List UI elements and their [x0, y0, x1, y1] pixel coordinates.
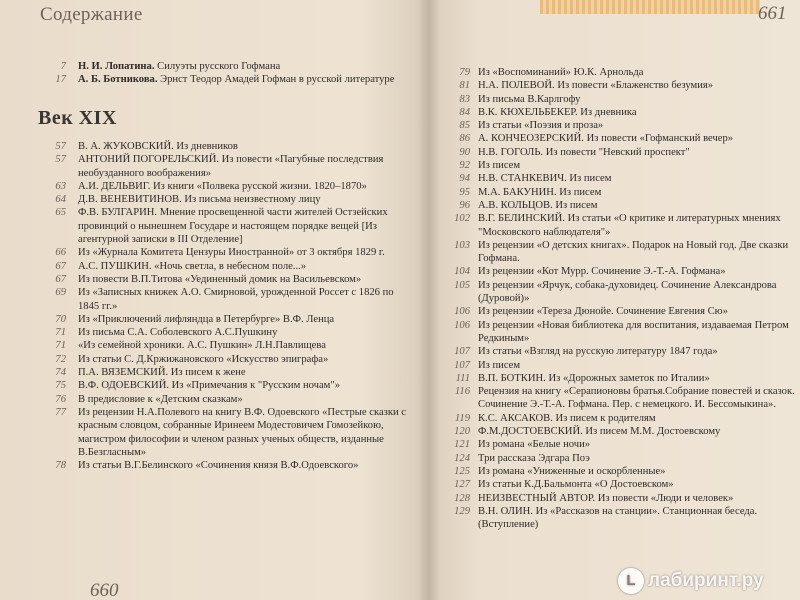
toc-page-number: 17 — [55, 74, 66, 86]
toc-entry-text: Из «Воспоминаний» Ю.К. Арнольда — [478, 67, 644, 78]
toc-page-number: 79 — [459, 67, 470, 78]
toc-page-number: 104 — [454, 266, 470, 278]
toc-entry-text: П.А. ВЯЗЕМСКИЙ. Из писем к жене — [78, 367, 246, 379]
toc-page-number: 119 — [454, 412, 470, 424]
toc-entry-text: В.К. КЮХЕЛЬБЕКЕР. Из дневника — [478, 106, 637, 118]
toc-entry-text: А.С. ПУШКИН. «Ночь светла, в небесном поле...» — [78, 260, 307, 272]
toc-page-number: 111 — [455, 372, 470, 384]
toc-entry — [440, 66, 795, 79]
labirint-logo-icon: L — [618, 568, 644, 594]
toc-entry-text: Из статьи С. Д.Кржижановского «Искусство эпиграфа» — [78, 353, 329, 365]
toc-entry — [440, 438, 795, 451]
toc-entry — [440, 465, 795, 478]
toc-page-number: 75 — [55, 380, 66, 392]
toc-page-number: 102 — [454, 213, 470, 225]
toc-entry — [440, 305, 795, 318]
toc-entry-text: В.П. БОТКИН. Из «Дорожных заметок по Италии» — [478, 372, 710, 384]
toc-entry — [30, 60, 410, 73]
toc-entry — [440, 478, 795, 491]
toc-entry — [440, 412, 795, 425]
toc-entry — [30, 326, 410, 339]
toc-entry — [30, 406, 410, 459]
running-head: Содержание — [40, 4, 143, 25]
toc-entry — [440, 79, 795, 92]
toc-entry-text: В предисловие к «Детским сказкам» — [78, 393, 243, 405]
toc-entry-text: Из статьи «Поэзия и проза» — [478, 120, 604, 132]
toc-page-number: 90 — [459, 146, 470, 158]
toc-page-number: 94 — [459, 173, 470, 185]
toc-entry-text: АНТОНИЙ ПОГОРЕЛЬСКИЙ. Из повести «Пагубные последствия необузданного воображения» — [78, 154, 384, 179]
toc-page-number: 96 — [459, 199, 470, 211]
toc-page-number: 65 — [55, 207, 66, 219]
toc-page-number: 64 — [55, 194, 66, 206]
toc-author: А. Б. Ботникова. — [78, 74, 158, 86]
toc-entry-text: А.В. КОЛЬЦОВ. Из писем — [478, 199, 598, 211]
toc-entry-text: Из писем — [478, 160, 521, 172]
toc-entry-text: Из письма С.А. Соболевского А.С.Пушкину — [78, 327, 278, 339]
toc-entry-text: Д.В. ВЕНЕВИТИНОВ. Из письма неизвестному лицу — [78, 194, 321, 206]
toc-page-number: 120 — [454, 426, 470, 438]
toc-entry-text: Из «Приключений лифляндца в Петербурге» В.Ф. Ленца — [78, 313, 335, 325]
toc-page-number: 83 — [459, 93, 470, 105]
toc-entry-text: Из рецензии Н.А.Полевого на книгу В.Ф. Одоевского «Пестрые сказки с красным словцом, собранные Иринеем Модестовичем Гомозейкою, магистром философии и членом разных ученых обществ, изданные В.Безгласным» — [78, 406, 407, 458]
toc-entry — [440, 425, 795, 438]
toc-entry — [440, 186, 795, 199]
toc-entry — [440, 385, 795, 412]
toc-entry — [440, 146, 795, 159]
toc-entry-text — [78, 60, 410, 73]
toc-entry — [440, 319, 795, 346]
toc-entry-text: Н.В. СТАНКЕВИЧ. Из писем — [478, 173, 612, 185]
toc-entry-text: «Из семейной хроники. А.С. Пушкин» Л.Н.Павлищева — [78, 340, 326, 352]
watermark — [618, 568, 764, 594]
toc-entry — [30, 339, 410, 352]
toc-page-number: 74 — [55, 367, 66, 379]
toc-entry — [30, 273, 410, 286]
toc-entry-text: Н.В. ГОГОЛЬ. Из повести "Невский проспект" — [478, 146, 690, 158]
toc-page-number: 67 — [55, 260, 66, 272]
toc-title: Эрнст Теодор Амадей Гофман в русской литературе — [160, 74, 395, 86]
toc-page-number: 95 — [459, 186, 470, 198]
toc-entry-text: Из статьи В.Г.Белинского «Сочинения князя В.Ф.Одоевского» — [78, 460, 359, 472]
toc-page-number: 129 — [454, 505, 470, 517]
toc-entry-text: Н.А. ПОЛЕВОЙ. Из повести «Блаженство безумия» — [478, 80, 714, 92]
toc-entry — [440, 159, 795, 172]
toc-entry-text: Ф.М.ДОСТОЕВСКИЙ. Из писем М.М. Достоевскому — [478, 426, 721, 438]
toc-entry — [30, 393, 410, 406]
toc-entry-text — [78, 73, 410, 86]
toc-entry-text: Из романа «Белые ночи» — [478, 439, 591, 451]
toc-page-number: 121 — [454, 439, 470, 451]
toc-page-number: 70 — [55, 313, 66, 325]
toc-entry — [440, 239, 795, 266]
toc-entry — [30, 379, 410, 392]
toc-entry — [30, 206, 410, 246]
toc-page-number: 107 — [454, 359, 470, 371]
toc-entry — [440, 119, 795, 132]
toc-entry — [440, 199, 795, 212]
toc-page-number: 72 — [55, 353, 66, 365]
toc-page-number: 78 — [55, 460, 66, 472]
toc-page-number: 69 — [55, 287, 66, 299]
toc-entry-text: НЕИЗВЕСТНЫЙ АВТОР. Из повести «Люди и человек» — [478, 492, 734, 504]
toc-entry — [30, 366, 410, 379]
toc-page-number: 76 — [55, 393, 66, 405]
toc-list-right — [440, 66, 795, 531]
toc-entry-text: А. КОНЧЕОЗЕРСКИЙ. Из повести «Гофманский вечер» — [478, 133, 734, 145]
right-page — [440, 0, 800, 600]
toc-page-number: 84 — [459, 106, 470, 118]
toc-page-number: 86 — [459, 133, 470, 145]
toc-entry — [440, 505, 795, 532]
watermark-text: лабиринт.ру — [648, 570, 764, 591]
toc-page-number: 66 — [55, 247, 66, 259]
toc-entry-text: В. А. ЖУКОВСКИЙ. Из дневников — [78, 141, 238, 152]
toc-entry — [440, 265, 795, 278]
toc-entry-text: Из статьи «Взгляд на русскую литературу 1847 года» — [478, 346, 718, 358]
toc-entry-text: Из «Записных книжек А.О. Смирновой, урожденной Россет с 1826 по 1845 гг.» — [78, 287, 394, 312]
toc-entry-text: К.С. АКСАКОВ. Из писем к родителям — [478, 412, 656, 424]
toc-author: Н. И. Лопатина. — [78, 61, 155, 72]
toc-title: Силуэты русского Гофмана — [157, 61, 281, 72]
toc-entry-text: В.Н. ОЛИН. Из «Рассказов на станции». Станционная беседа. (Вступление) — [478, 505, 758, 531]
toc-entry-text: Из писем — [478, 359, 521, 371]
toc-entry-text: Из повести В.П.Титова «Уединенный домик на Васильевском» — [78, 273, 362, 285]
toc-page-number: 116 — [454, 386, 470, 398]
toc-entry — [440, 492, 795, 505]
toc-entry — [30, 73, 410, 86]
toc-page-number: 105 — [454, 279, 470, 291]
toc-entry-text: Из рецензии «Тереза Дюнойе. Сочинение Евгения Сю» — [478, 306, 728, 318]
toc-entry — [440, 212, 795, 239]
toc-entry-text: М.А. БАКУНИН. Из писем — [478, 186, 602, 198]
toc-entry-text: В.Ф. ОДОЕВСКИЙ. Из «Примечания к "Русским ночам"» — [78, 380, 341, 392]
toc-page-number: 103 — [454, 239, 470, 251]
toc-page-number: 67 — [55, 273, 66, 285]
toc-entry — [30, 153, 410, 180]
toc-entry — [30, 246, 410, 259]
toc-entry — [440, 452, 795, 465]
toc-entry-text: В.Г. БЕЛИНСКИЙ. Из статьи «О критике и литературных мнениях "Московского наблюдателя"» — [478, 213, 781, 238]
toc-entry-text: Из письма В.Карлгофу — [478, 93, 581, 105]
page-number-left: 660 — [90, 580, 119, 600]
toc-entry — [440, 132, 795, 145]
toc-page-number: 81 — [459, 80, 470, 92]
toc-entry — [30, 180, 410, 193]
toc-page-number: 106 — [454, 306, 470, 318]
toc-entry — [30, 313, 410, 326]
toc-list-left — [30, 140, 410, 472]
toc-entry — [440, 93, 795, 106]
toc-page-number: 85 — [459, 120, 470, 132]
toc-page-number: 107 — [454, 346, 470, 358]
toc-entry-text: Из рецензии «О детских книгах». Подарок на Новый год. Две сказки Гофмана. — [478, 239, 789, 265]
toc-page-number: 125 — [454, 465, 470, 477]
toc-page-number: 124 — [454, 452, 470, 464]
toc-entry-text: Из рецензии «Ярчук, собака-духовидец. Сочинение Александрова (Дуровой)» — [478, 279, 777, 305]
toc-entry — [30, 140, 410, 153]
toc-page-number: 7 — [60, 61, 66, 72]
toc-page-number: 92 — [459, 160, 470, 172]
toc-entry-text: Из «Журнала Комитета Цензуры Иностранной» от 3 октября 1829 г. — [78, 247, 385, 259]
toc-page-number: 106 — [454, 319, 470, 331]
toc-entry-text: Из романа «Униженные и оскорбленные» — [478, 465, 666, 477]
toc-entry-text: Из статьи К.Д.Бальмонта «О Достоевском» — [478, 479, 674, 491]
toc-entry — [30, 286, 410, 313]
toc-page-number: 71 — [55, 327, 66, 339]
toc-entry — [30, 193, 410, 206]
toc-page-number: 71 — [55, 340, 66, 352]
intro-entries — [30, 60, 410, 87]
toc-page-number: 57 — [55, 141, 66, 152]
toc-entry-text: А.И. ДЕЛЬВИГ. Из книги «Полвека русской жизни. 1820–1870» — [78, 180, 367, 192]
toc-page-number: 77 — [55, 406, 66, 418]
toc-entry — [30, 353, 410, 366]
toc-entry-text: Ф.В. БУЛГАРИН. Мнение просвещенной части жителей Остзейских провинций о нынешнем Государе и настоящем порядке вещей [Из агентурной записки в III Отделение] — [78, 207, 388, 246]
toc-entry — [440, 372, 795, 385]
toc-entry-text: Рецензия на книгу «Серапионовы братья.Собрание повестей и сказок. Сочинение Э.-Т.-А. Гофмана. Пер. с немецкого. И. Бессомыкина». — [478, 386, 795, 411]
toc-entry-text: Из рецензии «Новая библиотека для воспитания, издаваемая Петром Редкиным» — [478, 319, 789, 344]
toc-entry — [440, 106, 795, 119]
page-number-right: 661 — [758, 3, 787, 24]
toc-entry — [440, 172, 795, 185]
section-title: Век XIX — [38, 107, 117, 129]
toc-page-number: 128 — [454, 492, 470, 504]
book-gutter — [418, 0, 440, 600]
toc-entry — [440, 359, 795, 372]
toc-page-number: 57 — [55, 154, 66, 166]
toc-entry-text: Три рассказа Эдгара Поэ — [478, 452, 590, 464]
toc-page-number: 63 — [55, 180, 66, 192]
toc-entry — [440, 279, 795, 306]
toc-page-number: 127 — [454, 479, 470, 491]
toc-entry-text: Из рецензии «Кот Мурр. Сочинение Э.-Т.-А. Гофмана» — [478, 266, 726, 278]
toc-entry — [30, 459, 410, 472]
toc-entry — [30, 260, 410, 273]
toc-entry — [440, 345, 795, 358]
